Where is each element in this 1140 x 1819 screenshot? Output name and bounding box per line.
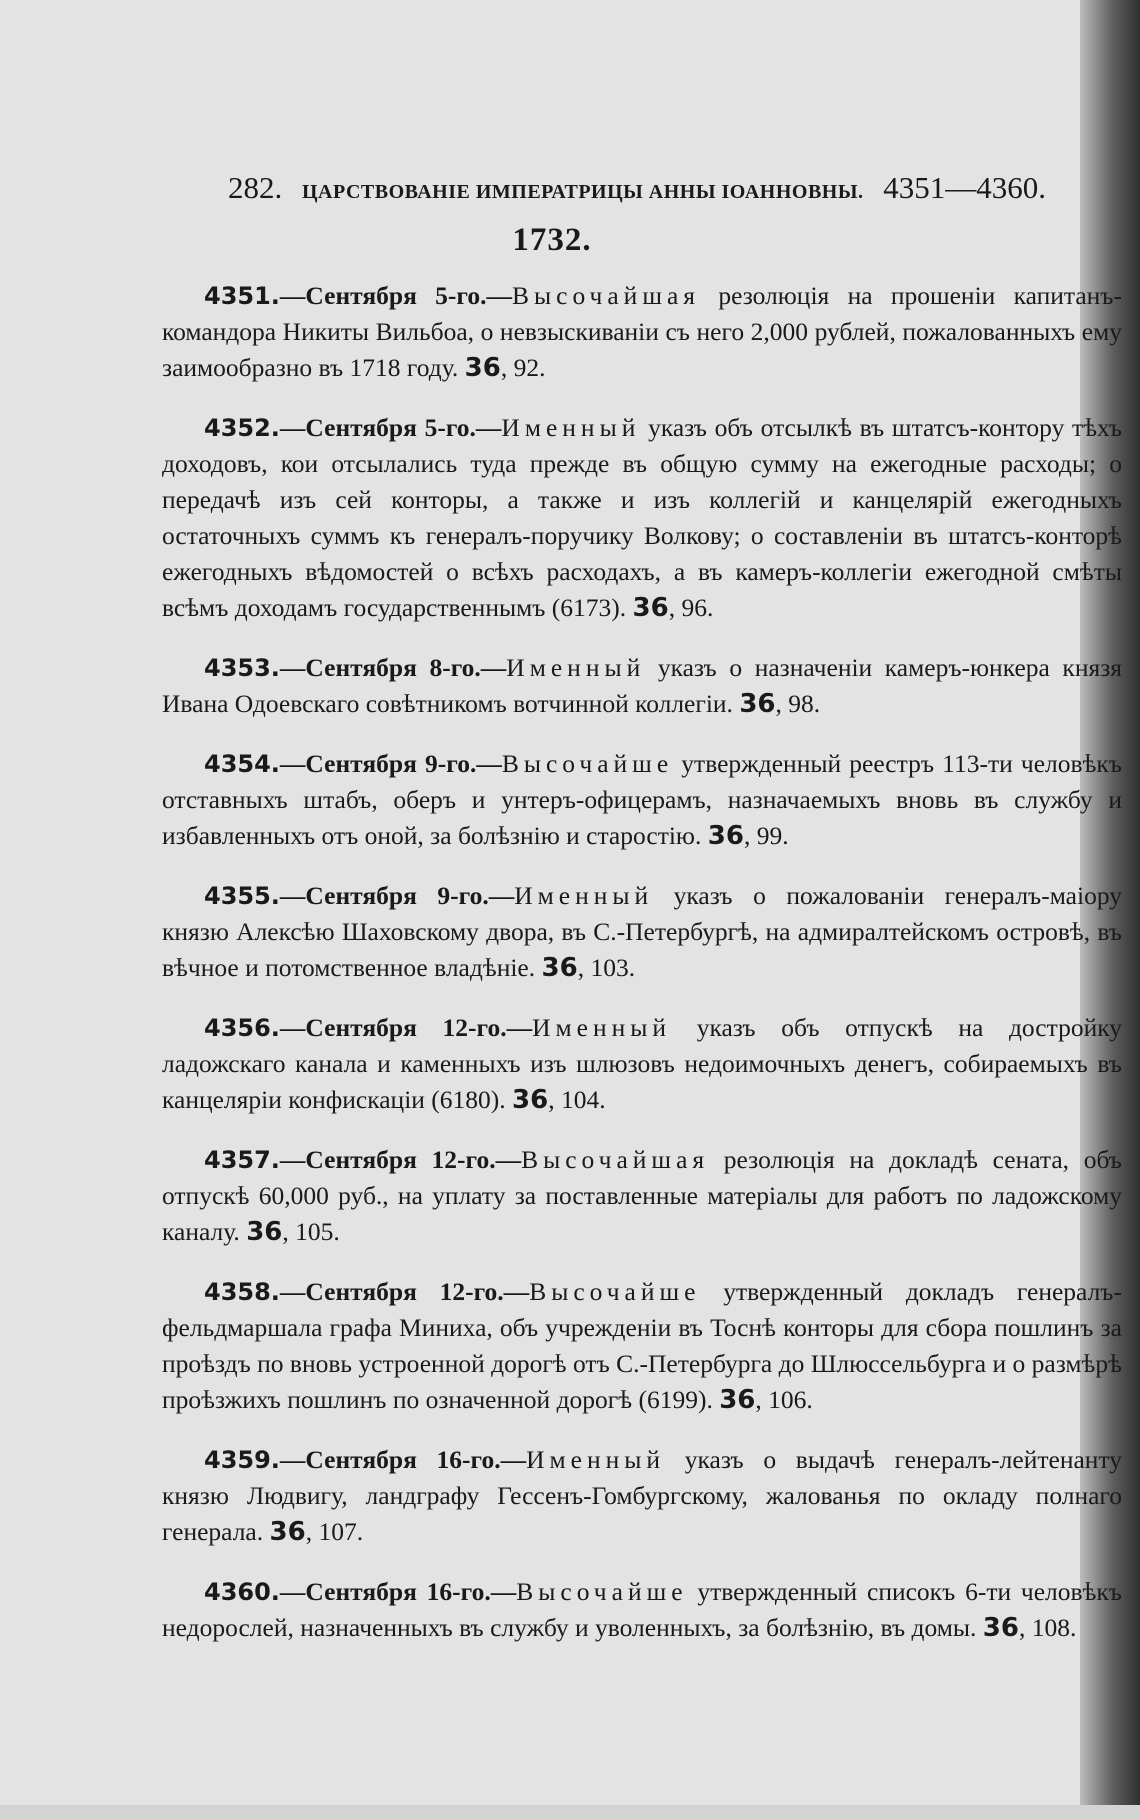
- entry-page: , 103.: [577, 953, 636, 982]
- entry-kind: Высочайшая: [521, 1145, 710, 1174]
- entry-number: 4355.: [204, 882, 280, 910]
- entry-number: 4354.: [204, 750, 280, 778]
- entry-date: —Сентября 12-го.—: [279, 1145, 522, 1174]
- entry-volume: 36: [464, 353, 501, 383]
- entry-kind: Высочайше: [501, 749, 674, 778]
- page-bottom-edge: [0, 1805, 1140, 1819]
- year-heading: 1732.: [512, 222, 592, 258]
- entry-4357: [162, 1142, 1122, 1250]
- entry-kind: Именный: [506, 653, 646, 682]
- entry-number: 4356.: [204, 1014, 280, 1042]
- entry-4354: [162, 746, 1122, 854]
- entry-number: 4353.: [204, 654, 280, 682]
- entry-range: 4351—4360.: [883, 170, 1046, 205]
- entry-kind: Высочайшая: [511, 281, 701, 310]
- entry-text: утвержденный списокъ 6-ти человѣкъ недорослей, назначенныхъ въ службу и уволенныхъ, за болѣзнію, въ домы.: [162, 1577, 1122, 1642]
- entry-number: 4358.: [204, 1278, 280, 1306]
- entry-kind: Именный: [526, 1445, 666, 1474]
- entry-page: , 104.: [548, 1085, 606, 1114]
- entry-number: 4359.: [204, 1446, 280, 1474]
- entry-text: указъ о выдачѣ генералъ-лейтенанту князю Людвигу, ландграфу Гессенъ-Гомбургскому, жалованья по окладу полнаго генерала.: [162, 1445, 1122, 1546]
- entry-number: 4357.: [204, 1146, 280, 1174]
- entry-date: —Сентября 5-го.—: [279, 413, 502, 442]
- entry-page: , 99.: [743, 821, 789, 850]
- entry-4353: [162, 650, 1122, 722]
- entry-text: резолюція на докладѣ сената, объ отпускѣ 60,000 руб., на уплату за поставленные матеріалы для работъ по ладожскому каналу.: [162, 1145, 1122, 1246]
- entry-text: утвержденный докладъ генералъ-фельдмаршала графа Миниха, объ учрежденіи въ Тоснѣ конторы для сбора пошлинъ за проѣздъ по вновь устроенной дорогѣ отъ С.-Петербурга до Шлюссельбурга и о размѣрѣ проѣзжихъ пошлинъ по означенной дорогѣ (6199).: [162, 1277, 1122, 1414]
- entry-volume: 36: [632, 593, 669, 623]
- entry-4351: [162, 278, 1122, 386]
- entry-volume: 36: [512, 1085, 549, 1115]
- entry-page: , 105.: [282, 1217, 340, 1246]
- entry-kind: Высочайше: [516, 1577, 688, 1606]
- entry-volume: 36: [541, 953, 578, 983]
- entry-date: —Сентября 5-го.—: [279, 281, 512, 310]
- entry-text: указъ о пожалованіи генералъ-маіору князю Алексѣю Шаховскому двора, въ С.-Петербургѣ, на адмиралтейскомъ островѣ, въ вѣчное и потомственное владѣніе.: [162, 881, 1123, 982]
- entry-page: , 107.: [305, 1517, 364, 1546]
- entry-text: указъ объ отсылкѣ въ штатсъ-контору тѣхъ доходовъ, кои отсылались туда прежде въ общую сумму на ежегодные расходы; о передачѣ изъ сей конторы, а также и изъ коллегій и канцелярій ежегодныхъ остаточныхъ суммъ къ генералъ-поручику Волкову; о составленіи въ штатсъ-конторѣ ежегодныхъ вѣдомостей о всѣхъ расходахъ, а въ камеръ-коллегіи ежегодной смѣты всѣмъ доходамъ государственнымъ (6173).: [162, 413, 1123, 622]
- page-number: 282.: [228, 170, 283, 205]
- entry-volume: 36: [246, 1217, 283, 1247]
- entry-4355: [162, 878, 1122, 986]
- running-header: [228, 170, 1046, 210]
- entry-volume: 36: [982, 1613, 1019, 1643]
- entry-4358: [162, 1274, 1122, 1418]
- entry-page: , 92.: [500, 353, 546, 382]
- entry-volume: 36: [269, 1517, 306, 1547]
- entry-page: , 98.: [775, 689, 821, 718]
- entry-text: утвержденный реестръ 113-ти человѣкъ отставныхъ штабъ, оберъ и унтеръ-офицерамъ, назначаемыхъ вновь въ службу и избавленныхъ отъ оной, за болѣзнію и старостію.: [162, 749, 1122, 850]
- entry-page: , 96.: [668, 593, 714, 622]
- entry-kind: Именный: [501, 413, 641, 442]
- entries-list: [162, 278, 1122, 1670]
- entry-kind: Именный: [532, 1013, 672, 1042]
- entry-kind: Высочайше: [529, 1277, 701, 1306]
- entry-page: , 106.: [755, 1385, 813, 1414]
- entry-4360: [162, 1574, 1122, 1646]
- entry-4352: [162, 410, 1122, 626]
- entry-text: резолюція на прошеніи капитанъ-командора Никиты Вильбоа, о невзыскиваніи съ него 2,000 рублей, пожалованныхъ ему заимообразно въ 1718 году.: [162, 281, 1122, 382]
- entry-number: 4360.: [204, 1578, 280, 1606]
- entry-date: —Сентября 8-го.—: [279, 653, 507, 682]
- entry-date: —Сентября 12-го.—: [279, 1277, 530, 1306]
- running-title: ЦАРСТВОВАНІЕ ИМПЕРАТРИЦЫ АННЫ ІОАННОВНЫ.: [301, 181, 864, 203]
- entry-date: —Сентября 9-го.—: [279, 881, 515, 910]
- entry-date: —Сентября 9-го.—: [279, 749, 502, 778]
- entry-number: 4351.: [204, 282, 280, 310]
- entry-date: —Сентября 12-го.—: [279, 1013, 533, 1042]
- entry-volume: 36: [739, 689, 776, 719]
- entry-date: —Сентября 16-го.—: [279, 1445, 527, 1474]
- entry-volume: 36: [707, 821, 744, 851]
- entry-text: указъ объ отпускѣ на достройку ладожскаго канала и каменныхъ изъ шлюзовъ недоимочныхъ денегъ, собираемыхъ въ канцеляріи конфискаціи (6180).: [162, 1013, 1122, 1114]
- entry-4356: [162, 1010, 1122, 1118]
- entry-number: 4352.: [204, 414, 280, 442]
- entry-date: —Сентября 16-го.—: [279, 1577, 517, 1606]
- entry-page: , 108.: [1018, 1613, 1077, 1642]
- entry-kind: Именный: [514, 881, 654, 910]
- entry-text: указъ о назначеніи камеръ-юнкера князя Ивана Одоевскаго совѣтникомъ вотчинной коллегіи.: [162, 653, 1122, 718]
- entry-volume: 36: [719, 1385, 756, 1415]
- entry-4359: [162, 1442, 1122, 1550]
